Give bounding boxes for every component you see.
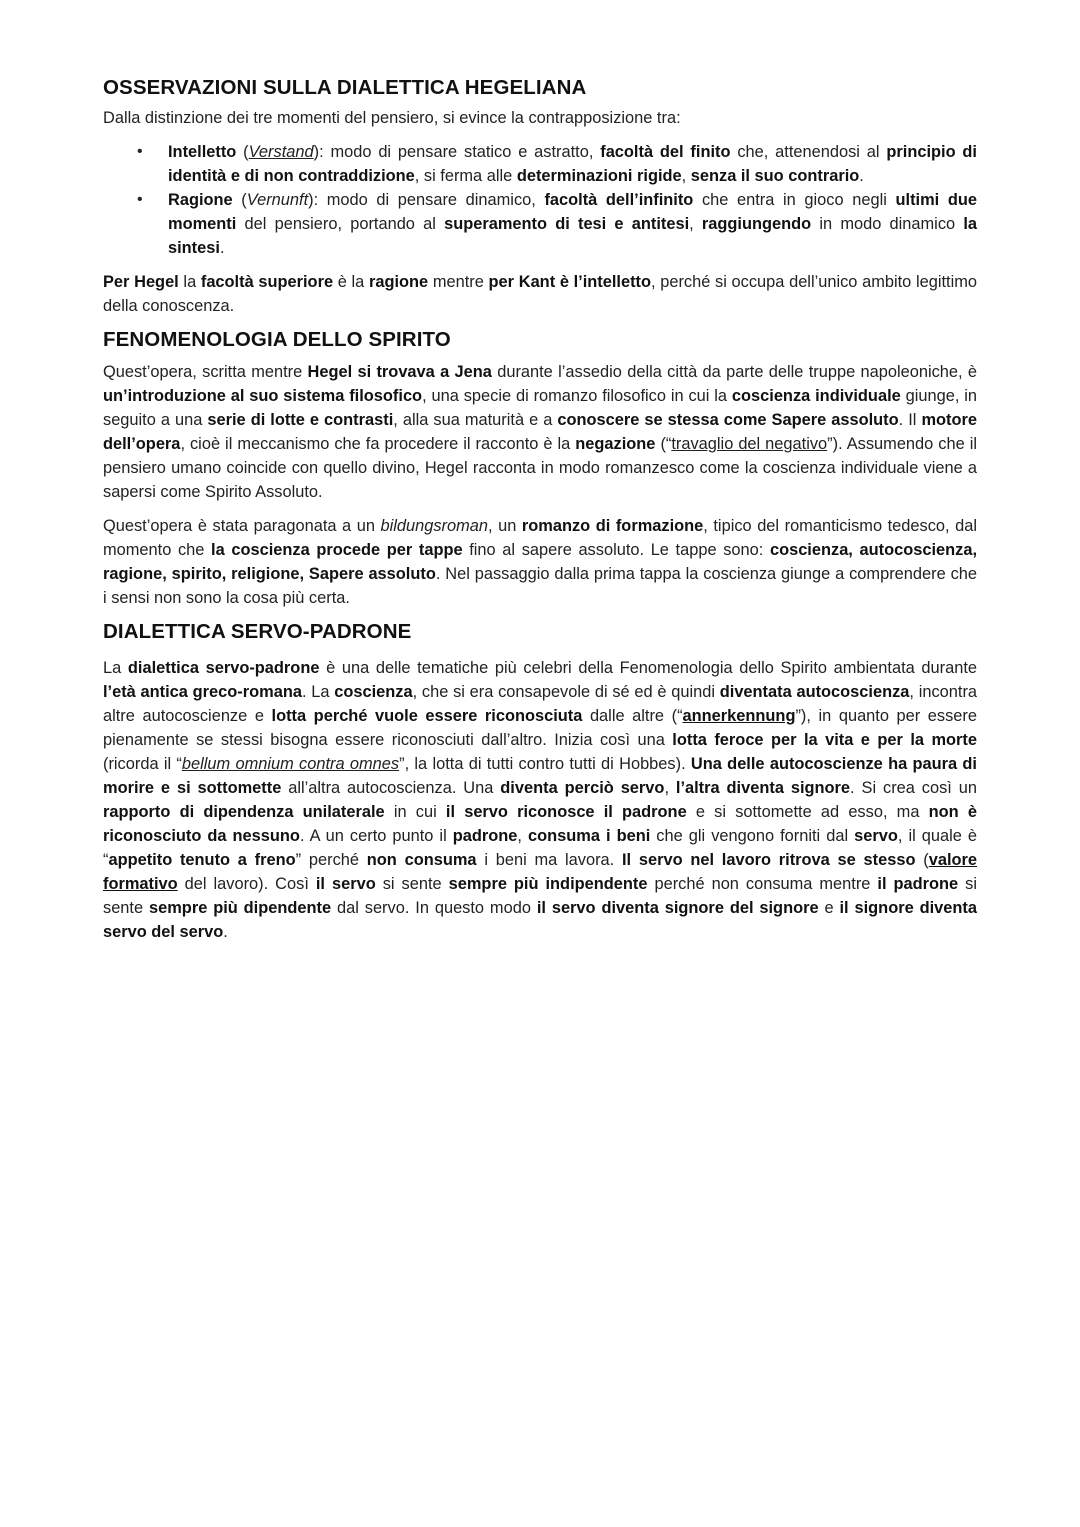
closing-paragraph: Per Hegel la facoltà superiore è la ragione mentre per Kant è l’intelletto, perché si occupa dell’unico ambito legittimo della conoscenza.: [103, 273, 977, 315]
section-dialettica-hegeliana: [103, 76, 977, 318]
section-title: DIALETTICA SERVO-PADRONE: [103, 620, 412, 643]
intro-paragraph: Dalla distinzione dei tre momenti del pensiero, si evince la contrapposizione tra:: [103, 109, 681, 127]
section-servo-padrone: [103, 620, 977, 944]
section-title: OSSERVAZIONI SULLA DIALETTICA HEGELIANA: [103, 76, 587, 99]
bullet-list: [103, 140, 977, 260]
bullet-icon: •: [137, 191, 143, 208]
section-fenomenologia: [103, 328, 977, 610]
paragraph: Quest’opera, scritta mentre Hegel si trovava a Jena durante l’assedio della città da parte delle truppe napoleoniche, è un’introduzione al suo sistema filosofico, una specie di romanzo filosofico in cui la coscienza individuale giunge, in seguito a una serie di lotte e contrasti, alla sua maturità e a conoscere se stessa come Sapere assoluto. Il motore dell’opera, cioè il meccanismo che fa procedere il racconto è la negazione (“travaglio del negativo”). Assumendo che il pensiero umano coincide con quello divino, Hegel racconta in modo romanzesco come la coscienza individuale viene a sapersi come Spirito Assoluto.: [103, 363, 978, 501]
list-item-ragione: • Ragione (Vernunft): modo di pensare dinamico, facoltà dell’infinito che entra in gioco negli ultimi due momenti del pensiero, portando al superamento di tesi e antitesi, raggiungendo in modo dinamico la sintesi.: [168, 188, 977, 260]
bullet-icon: •: [137, 143, 143, 160]
list-item-intelletto: • Intelletto (Verstand): modo di pensare statico e astratto, facoltà del finito che, attenendosi al principio di identità e di non contraddizione, si ferma alle determinazioni rigide, senza il suo contrario.: [168, 140, 977, 188]
paragraph: La dialettica servo-padrone è una delle tematiche più celebri della Fenomenologia dello Spirito ambientata durante l’età antica greco-romana. La coscienza, che si era consapevole di sé ed è quindi diventata autocoscienza, incontra altre autocoscienze e lotta perché vuole essere riconosciuta dalle altre (“annerkennung”), in quanto per essere pienamente se stessi bisogna essere riconosciuti dall’altro. Inizia così una lotta feroce per la vita e per la morte (ricorda il “bellum omnium contra omnes”, la lotta di tutti contro tutti di Hobbes). Una delle autocoscienze ha paura di morire e si sottomette all’altra autocoscienza. Una diventa perciò servo, l’altra diventa signore. Si crea così un rapporto di dipendenza unilaterale in cui il servo riconosce il padrone e si sottomette ad esso, ma non è riconosciuto da nessuno. A un certo punto il padrone, consuma i beni che gli vengono forniti dal servo, il quale è “appetito tenuto a freno” perché non consuma i beni ma lavora. Il servo nel lavoro ritrova se stesso (valore formativo del lavoro). Così il servo si sente sempre più indipendente perché non consuma mentre il padrone si sente sempre più dipendente dal servo. In questo modo il servo diventa signore del signore e il signore diventa servo del servo.: [103, 659, 978, 941]
section-title: FENOMENOLOGIA DELLO SPIRITO: [103, 328, 451, 351]
paragraph: Quest’opera è stata paragonata a un bildungsroman, un romanzo di formazione, tipico del romanticismo tedesco, dal momento che la coscienza procede per tappe fino al sapere assoluto. Le tappe sono: coscienza, autocoscienza, ragione, spirito, religione, Sapere assoluto. Nel passaggio dalla prima tappa la coscienza giunge a comprendere che i sensi non sono la cosa più certa.: [103, 517, 978, 607]
